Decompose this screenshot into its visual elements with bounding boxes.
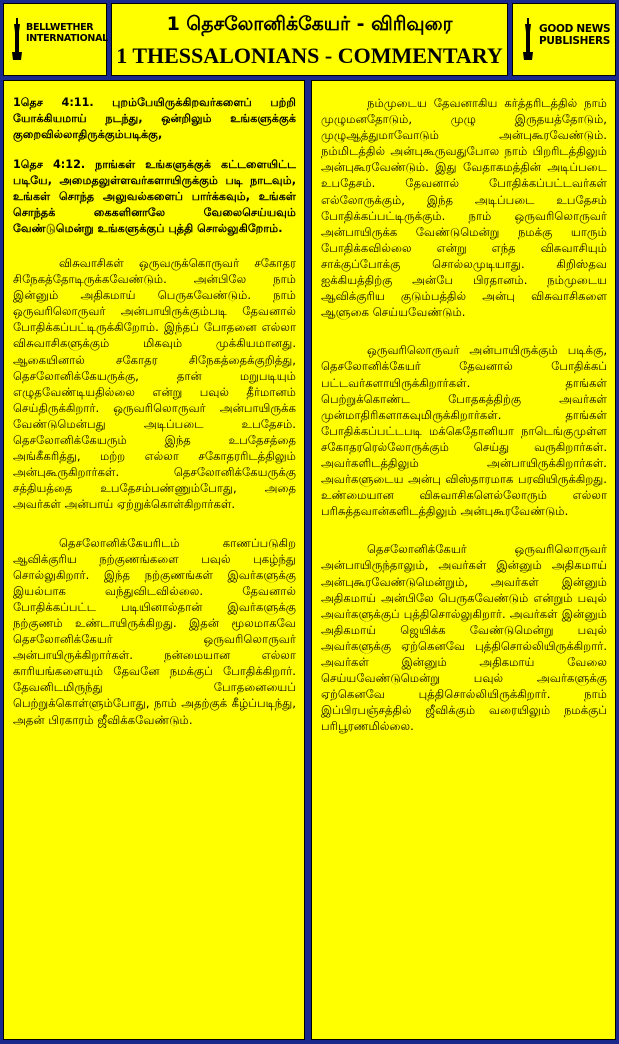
title-box [111, 3, 508, 76]
good-news-logo [512, 3, 616, 76]
commentary-paragraph: நம்முடைய தேவனாகிய கர்த்தரிடத்தில் நாம் முழுமனதோடும், முழு இருதயத்தோடும், முழுஆத்துமாவோடும் அன்புகூரவேண்டும். நம்மிடத்தில் அன்புகூருவதுபோல நாம் பிறரிடத்திலும் அன்புகூரவேண்டும். இது வேதாகமத்தின் அடிப்படை உபதேசம். தேவனால் போதிக்கப்பட்டவர்கள் எல்லோருக்கும், இந்த அடிப்படை உபதேசம் போதிக்கப்பட்டிருக்கும். நாம் ஒருவரிலொருவர் அன்பாயிருக்க வேண்டுமென்று நமக்கு யாரும் போதிக்கவில்லை என்று எந்த விசுவாசியும் சாக்குப்போக்கு சொல்லமுடியாது. கிறிஸ்தவ ஐக்கியத்திற்கு அன்பே பிரதானம். நம்முடைய ஆவிக்குரிய குடும்பத்தில் அன்பு விசுவாசிகளை ஆளுகை செய்யவேண்டும். [321, 96, 607, 320]
verse-4-12: 1தெச 4:12. நாங்கள் உங்களுக்குக் கட்டளையிட்ட படியே, அமைதலுள்ளவர்களாயிருக்கும் படி நாடவும், உங்கள் சொந்த அலுவல்களைப் பார்க்கவும், உங்கள் சொந்தக் கைகளினாலே வேலைசெய்யவும் வேண்டுமென்று உங்களுக்குப் புத்தி சொல்லுகிறோம். [13, 158, 296, 235]
commentary-paragraph: விசுவாசிகள் ஒருவருக்கொருவர் சகோதர சிநேகத்தோடிருக்கவேண்டும். அன்பிலே நாம் இன்னும் அதிகமாய் பெருகவேண்டும். நாம் ஒருவரிலொருவர் அன்பாயிருக்கும்படி தேவனால் போதிக்கப்பட்டிருக்கிறோம். இந்தப் போதனை எல்லா விசுவாசிகளுக்கும் மிகவும் முக்கியமானது. ஆகையினால் சகோதர சிநேகத்தைக்குறித்து, தெசலோனிக்கேயருக்கு, தான் மறுபடியும் எழுதவேண்டியதில்லை என்று பவுல் தீர்மானம் செய்திருக்கிறார். ஒருவரிலொருவர் அன்பாயிருக்க வேண்டுமென்பது அடிப்படை உபதேசம். தெசலோனிக்கேயரும் இந்த உபதேசத்தை அங்கீகரித்து, மற்ற எல்லா சகோதரரிடத்திலும் அன்புகூருகிறார்கள். தெசலோனிக்கேயருக்கு சத்தியத்தை உபதேசம்பண்ணும்போது, அதை அவர்கள் அன்பாய் ஏற்றுக்கொள்கிறார்கள். [13, 256, 296, 512]
bellwether-logo [3, 3, 107, 76]
good-news-logo-text: GOOD NEWS PUBLISHERS [539, 23, 611, 47]
commentary-paragraph: தெசலோனிக்கேயர் ஒருவரிலொருவர் அன்பாயிருந்தாலும், அவர்கள் இன்னும் அதிகமாய் அன்புகூரவேண்டுமென்றும், அவர்கள் இன்னும் அதிகமாய் அன்பிலே பெருகவேண்டும் என்றும் பவுல் அவர்களுக்குப் புத்திசொல்லுகிறார். அவர்கள் இன்னும் அதிகமாய் ஜெயிக்க வேண்டுமென்று பவுல் அவர்களுக்கு ஏற்கெனவே புத்திசொல்லியிருக்கிறார். அவர்கள் இன்னும் அதிகமாய் வேலை செய்யவேண்டுமென்று பவுல் அவர்களுக்கு ஏற்கெனவே புத்திசொல்லியிருக்கிறார். நாம் இப்பிரபஞ்சத்தில் ஜீவிக்கும் வரையிலும் நமக்குப் பரிபூரணமில்லை. [321, 542, 607, 734]
commentary-paragraph: தெசலோனிக்கேயரிடம் காணப்படுகிற ஆவிக்குரிய நற்குணங்களை பவுல் புகழ்ந்து சொல்லுகிறார். இந்த நற்குணங்கள் இவர்களுக்கு இயல்பாக வந்துவிடவில்லை. தேவனால் போதிக்கப்பட்ட படியினால்தான் இவர்களுக்கு நற்குணம் உண்டாயிருக்கிறது. இதன் மூலமாகவே தெசலோனிக்கேயர் ஒருவரிலொருவர் அன்பாயிருக்கிறார்கள். நன்மையான எல்லா காரியங்களையும் தேவனே நமக்குப் போதிக்கிறார். தேவனிடமிருந்து போதனையைப் பெற்றுக்கொள்ளும்போது, நாம் அதற்குக் கீழ்ப்படிந்து, அதன் பிரகாரம் ஜீவிக்கவேண்டும். [13, 535, 296, 727]
page-title-english: 1 THESSALONIANS - COMMENTARY [116, 43, 503, 68]
header [3, 3, 616, 76]
page-title-tamil: 1 தெசலோனிக்கேயர் - விரிவுரை [166, 13, 453, 35]
tower-icon [12, 18, 22, 60]
verse-4-11: 1தெச 4:11. புறம்பேயிருக்கிறவர்களைப் பற்றி யோக்கியமாய் நடந்து, ஒன்றிலும் உங்களுக்குக் குறைவில்லாதிருக்கும்படிக்கு, [13, 96, 296, 141]
commentary-paragraph: ஒருவரிலொருவர் அன்பாயிருக்கும் படிக்கு, தெசலோனிக்கேயர் தேவனால் போதிக்கப் பட்டவர்களாயிருக்கிறார்கள். தாங்கள் பெற்றுக்கொண்ட போதகத்திற்கு அவர்கள் முன்மாதிரிகளாகவுமிருக்கிறார்கள். தாங்கள் போதிக்கப்பட்டபடி மக்கெதோனியா நாடெங்குமுள்ள சகோதரரெல்லோருக்கும் செய்து வருகிறார்கள். அவர்களிடத்திலும் அன்பாயிருக்கிறார்கள். அவர்களுடைய அன்பு விஸ்தாரமாக பரவியிருக்கிறது. உண்மையான விசுவாசிகளெல்லோரும் எல்லா பரிசுத்தவான்களிடத்திலும் அன்புகூரவேண்டும். [321, 343, 607, 519]
left-column [3, 80, 305, 1040]
bellwether-logo-text: BELLWETHER INTERNATIONAL [26, 22, 108, 44]
tower-icon [523, 18, 533, 60]
right-column [311, 80, 616, 1040]
